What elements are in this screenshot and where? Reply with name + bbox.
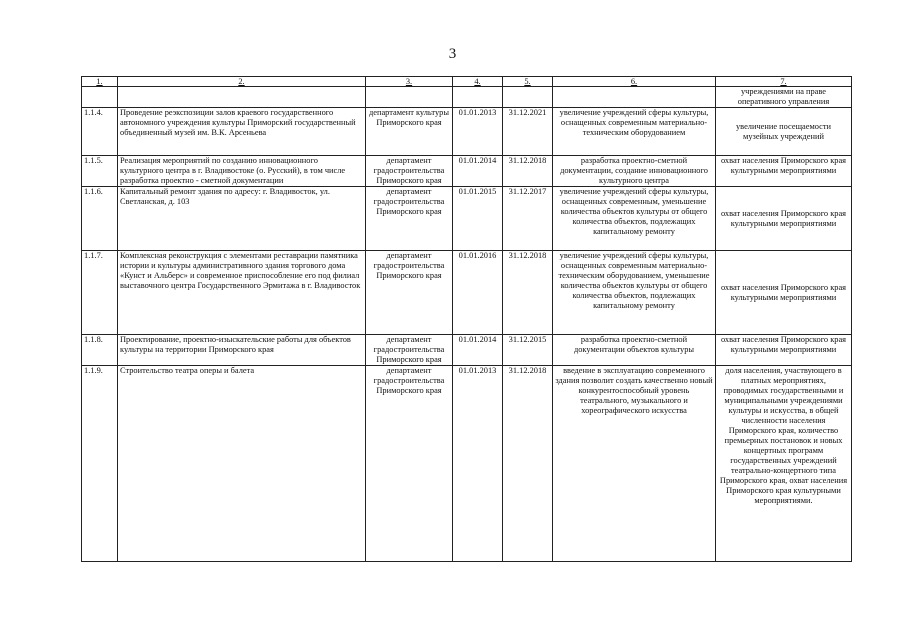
row-number-cell: 1.1.8. — [82, 335, 118, 366]
row-number-cell: 1.1.9. — [82, 366, 118, 562]
result-cell: увеличение учреждений сферы культуры, оснащенных современным, уменьшение количества объектов культуры от общего количества объектов, подлежащих капитальному ремонту — [553, 187, 716, 251]
executor-cell: департамент градостроительства Приморского края — [366, 251, 453, 335]
table-row — [82, 187, 852, 251]
executor-cell: департамент градостроительства Приморского края — [366, 156, 453, 187]
executor-cell: департамент градостроительства Приморского края — [366, 366, 453, 562]
result-cell: увеличение учреждений сферы культуры, оснащенных современным материально-техническим оборудованием, уменьшение количества объектов культуры от общего количества объектов, подлежащих капитальному ремонту — [553, 251, 716, 335]
column-header-num: 1. — [82, 77, 118, 87]
column-header-result: 6. — [553, 77, 716, 87]
indicator-cell: охват населения Приморского края культурными мероприятиями — [716, 251, 852, 335]
event-cell: Комплексная реконструкция с элементами реставрации памятника истории и культуры административного здания торгового дома «Кунст и Альберс» и современное приспособление его под филиал выставочного центра Государственного Эрмитажа в г. Владивосток — [118, 251, 366, 335]
page-number: 3 — [448, 46, 457, 62]
event-cell: Проведение реэкспозиции залов краевого государственного автономного учреждения культуры Приморский государственный объединенный музей им. В.К. Арсеньева — [118, 108, 366, 156]
executor-cell: департамент градостроительства Приморского края — [366, 187, 453, 251]
row-number-cell: 1.1.4. — [82, 108, 118, 156]
start-date-cell: 01.01.2014 — [453, 156, 503, 187]
start-date-cell: 01.01.2014 — [453, 335, 503, 366]
start-date-cell: 01.01.2016 — [453, 251, 503, 335]
start-date-cell: 01.01.2013 — [453, 108, 503, 156]
table-row — [82, 156, 852, 187]
row-number-cell: 1.1.5. — [82, 156, 118, 187]
table-row — [82, 366, 852, 562]
end-date-cell: 31.12.2018 — [503, 156, 553, 187]
indicator-cell: увеличение посещаемости музейных учреждений — [716, 108, 852, 156]
column-header-start: 4. — [453, 77, 503, 87]
events-table — [81, 76, 852, 562]
event-cell: Проектирование, проектно-изыскательские работы для объектов культуры на территории Приморского края — [118, 335, 366, 366]
table-row — [82, 251, 852, 335]
column-header-indicator: 7. — [716, 77, 852, 87]
end-date-cell: 31.12.2018 — [503, 251, 553, 335]
row-number-cell: 1.1.7. — [82, 251, 118, 335]
result-cell: разработка проектно-сметной документации, создание инновационного культурного центра — [553, 156, 716, 187]
column-header-end: 5. — [503, 77, 553, 87]
start-date-cell: 01.01.2013 — [453, 366, 503, 562]
row-number-cell: 1.1.6. — [82, 187, 118, 251]
end-date-cell: 31.12.2017 — [503, 187, 553, 251]
executor-cell: департамент культуры Приморского края — [366, 108, 453, 156]
result-cell: разработка проектно-сметной документации объектов культуры — [553, 335, 716, 366]
event-cell: Строительство театра оперы и балета — [118, 366, 366, 562]
result-cell: увеличение учреждений сферы культуры, оснащенных современным материально-техническим оборудованием — [553, 108, 716, 156]
start-date-cell: 01.01.2015 — [453, 187, 503, 251]
indicator-cell: охват населения Приморского края культурными мероприятиями — [716, 335, 852, 366]
indicator-cell: охват населения Приморского края культурными мероприятиями — [716, 156, 852, 187]
executor-cell: департамент градостроительства Приморского края — [366, 335, 453, 366]
column-header-executor: 3. — [366, 77, 453, 87]
table-row — [82, 108, 852, 156]
indicator-cell: учреждениями на праве оперативного управления — [716, 87, 852, 108]
indicator-cell: доля населения, участвующего в платных мероприятиях, проводимых государственными и муниципальными учреждениями культуры и искусства, в общей численности населения Приморского края, количество премьерных постановок и новых концертных программ государственных учреждений театрально-концертного типа Приморского края, охват населения Приморского края культурными мероприятиями. — [716, 366, 852, 562]
continuation-row — [82, 87, 852, 108]
event-cell: Реализация мероприятий по созданию инновационного культурного центра в г. Владивостоке (о. Русский), в том числе разработка проектно - сметной документации — [118, 156, 366, 187]
header-row — [82, 77, 852, 87]
result-cell: введение в эксплуатацию современного здания позволит создать качественно новый конкурентоспособный уровень театрального, музыкального и хореографического искусства — [553, 366, 716, 562]
end-date-cell: 31.12.2015 — [503, 335, 553, 366]
column-header-event: 2. — [118, 77, 366, 87]
end-date-cell: 31.12.2018 — [503, 366, 553, 562]
table-row — [82, 335, 852, 366]
end-date-cell: 31.12.2021 — [503, 108, 553, 156]
event-cell: Капитальный ремонт здания по адресу: г. Владивосток, ул. Светланская, д. 103 — [118, 187, 366, 251]
indicator-cell: охват населения Приморского края культурными мероприятиями — [716, 187, 852, 251]
